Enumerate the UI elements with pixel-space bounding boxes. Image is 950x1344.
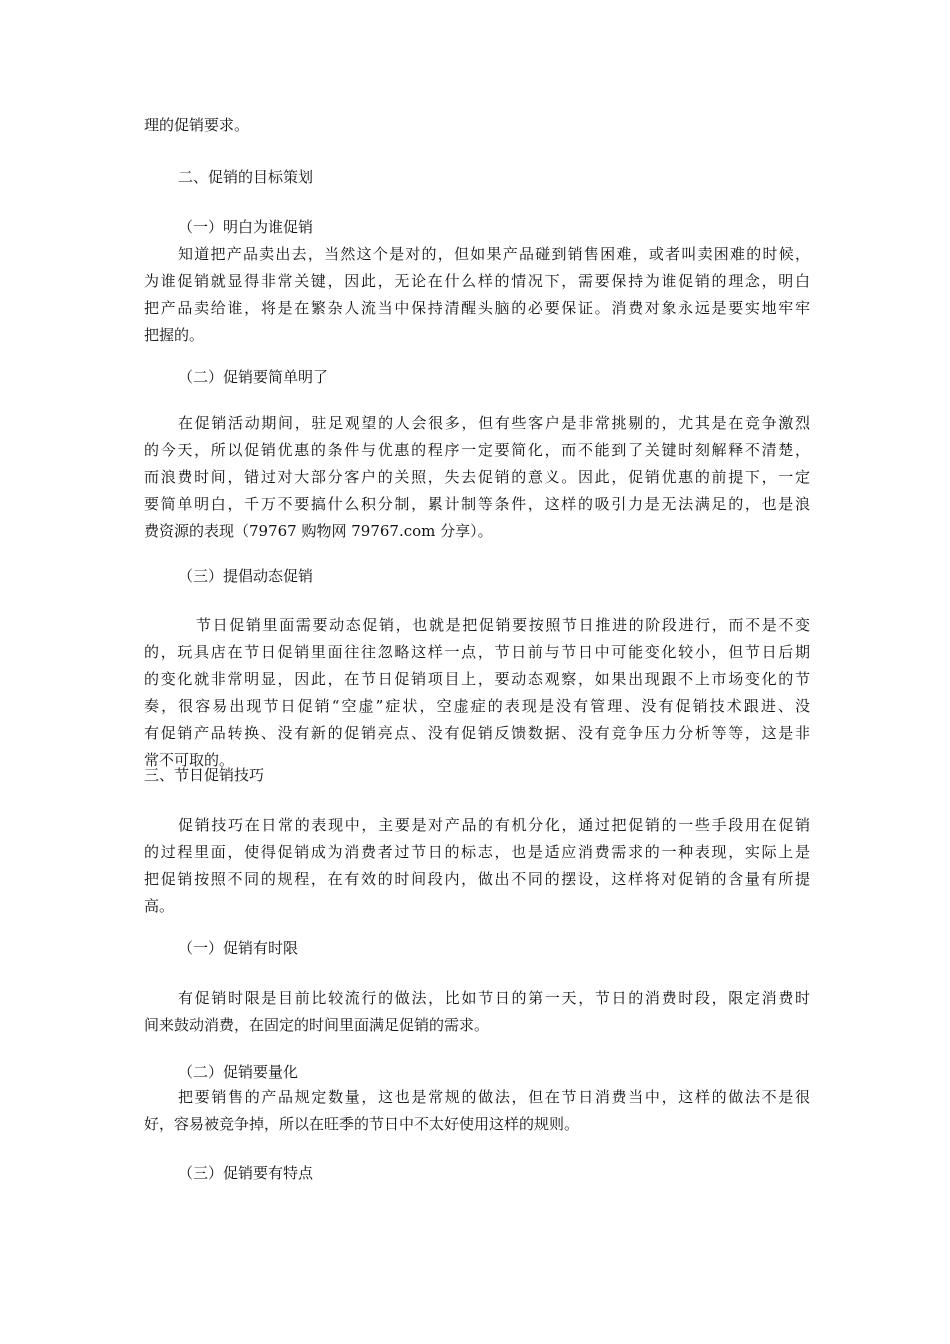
paragraph-line: 有促销产品转换、没有新的促销亮点、没有促销反馈数据、没有竞争压力分析等等，这是非 bbox=[144, 724, 810, 742]
paragraph bbox=[144, 612, 810, 774]
paragraph-line: 的过程里面，使得促销成为消费者过节日的标志，也是适应消费需求的一种表现，实际上是 bbox=[144, 843, 810, 861]
section-heading: 三、节日促销技巧 bbox=[144, 766, 265, 784]
paragraph-line: 奏，很容易出现节日促销“空虚”症状，空虚症的表现是没有管理、没有促销技术跟进、没 bbox=[144, 697, 810, 715]
paragraph-line: 把产品卖给谁，将是在繁杂人流当中保持清醒头脑的必要保证。消费对象永远是要实地牢牢 bbox=[144, 299, 810, 317]
subsection-heading: （一）促销有时限 bbox=[178, 939, 299, 957]
subsection-heading: （三）提倡动态促销 bbox=[178, 567, 314, 585]
paragraph-line: 在促销活动期间，驻足观望的人会很多，但有些客户是非常挑剔的，尤其是在竞争激烈 bbox=[178, 414, 810, 432]
paragraph-line: 有促销时限是目前比较流行的做法，比如节日的第一天，节日的消费时段，限定消费时 bbox=[178, 989, 810, 1007]
paragraph bbox=[144, 241, 810, 349]
paragraph-line: 促销技巧在日常的表现中，主要是对产品的有机分化，通过把促销的一些手段用在促销 bbox=[178, 816, 810, 834]
paragraph bbox=[144, 410, 810, 545]
paragraph-line: 把要销售的产品规定数量，这也是常规的做法，但在节日消费当中，这样的做法不是很 bbox=[178, 1088, 810, 1106]
paragraph-line: 知道把产品卖出去，当然这个是对的，但如果产品碰到销售困难，或者叫卖困难的时候， bbox=[178, 245, 810, 263]
paragraph-line: 好，容易被竞争掉，所以在旺季的节日中不太好使用这样的规则。 bbox=[144, 1115, 580, 1133]
paragraph-line: 的今天，所以促销优惠的条件与优惠的程序一定要简化，而不能到了关键时刻解释不清楚， bbox=[144, 441, 810, 459]
paragraph-line: 把握的。 bbox=[144, 326, 205, 344]
subsection-heading: （三）促销要有特点 bbox=[178, 1164, 314, 1182]
paragraph-line: 常不可取的。 bbox=[144, 751, 235, 769]
paragraph-line: 的，玩具店在节日促销里面往往忽略这样一点，节日前与节日中可能变化较小，但节日后期 bbox=[144, 643, 810, 661]
paragraph-line: 间来鼓动消费，在固定的时间里面满足促销的需求。 bbox=[144, 1016, 490, 1034]
paragraph-line: 的变化就非常明显，因此，在节日促销项目上，要动态观察，如果出现跟不上市场变化的节 bbox=[144, 670, 810, 688]
paragraph-line: 为谁促销就显得非常关键，因此，无论在什么样的情况下，需要保持为谁促销的理念，明白 bbox=[144, 272, 810, 290]
opening-line: 理的促销要求。 bbox=[144, 116, 250, 134]
section-heading: 二、促销的目标策划 bbox=[178, 168, 314, 186]
paragraph-line: 节日促销里面需要动态促销，也就是把促销要按照节日推进的阶段进行，而不是不变 bbox=[196, 616, 810, 634]
paragraph bbox=[144, 985, 810, 1039]
paragraph-line: 要简单明白，千万不要搞什么积分制，累计制等条件，这样的吸引力是无法满足的，也是浪 bbox=[144, 495, 810, 513]
paragraph-line: 而浪费时间，错过对大部分客户的关照，失去促销的意义。因此，促销优惠的前提下，一定 bbox=[144, 468, 810, 486]
paragraph-line: 费资源的表现（79767 购物网 79767.com 分享）。 bbox=[144, 522, 493, 540]
paragraph bbox=[144, 1084, 810, 1138]
subsection-heading: （一）明白为谁促销 bbox=[178, 218, 314, 236]
paragraph bbox=[144, 812, 810, 920]
paragraph-line: 高。 bbox=[144, 897, 175, 915]
paragraph-line: 把促销按照不同的规程，在有效的时间段内，做出不同的摆设，这样将对促销的含量有所提 bbox=[144, 870, 810, 888]
subsection-heading: （二）促销要简单明了 bbox=[178, 368, 329, 386]
subsection-heading: （二）促销要量化 bbox=[178, 1063, 299, 1081]
